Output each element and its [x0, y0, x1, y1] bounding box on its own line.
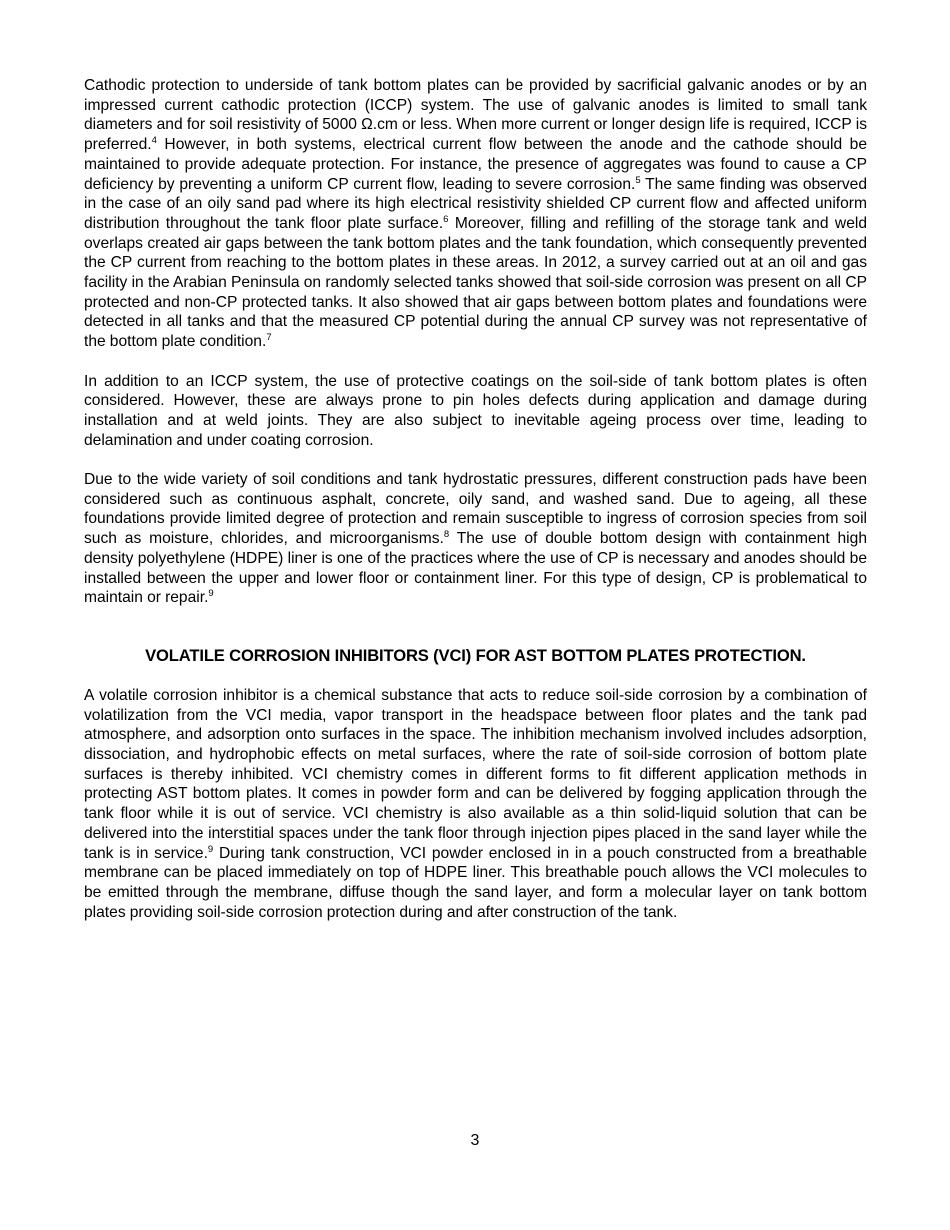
footnote-ref: 8	[443, 529, 450, 541]
footnote-ref: 4	[151, 135, 157, 147]
footnote-ref: 6	[443, 213, 449, 225]
paragraph-protective-coatings	[84, 372, 867, 451]
text-run: A volatile corrosion inhibitor is a chemical substance that acts to reduce soil-side corrosion by a combination of volatilization from the VCI media, vapor transport in the headspace between floor plates and the tank pad atmosphere, and adsorption onto surfaces in the space. The inhibition mechanism involved includes adsorption, dissociation, and hydrophobic effects on metal surfaces, where the rate of soil-side corrosion of bottom plate surfaces is thereby inhibited. VCI chemistry comes in different forms to fit different application methods in protecting AST bottom plates. It comes in powder form and can be delivered by fogging application through the tank floor while it is out of service. VCI chemistry is also available as a thin solid-liquid solution that can be delivered into the interstitial spaces under the tank floor through injection pipes placed in the sand layer while the tank is in service.	[84, 686, 867, 862]
paragraph-cathodic-protection	[84, 76, 867, 352]
footnote-ref: 9	[208, 588, 214, 600]
footnote-ref: 9	[207, 843, 214, 855]
text-run: The use of double bottom design with containment high density polyethylene (HDPE) liner is one of the practices where the use of CP is necessary and anodes should be installed between the upper and lower floor or containment liner. For this type of design, CP is problematical to maintain or repair.	[84, 530, 867, 607]
page-number: 3	[470, 1132, 480, 1149]
paragraph-soil-conditions	[84, 470, 867, 608]
text-run: Due to the wide variety of soil conditions and tank hydrostatic pressures, different construction pads have been considered such as continuous asphalt, concrete, oily sand, and washed sand. Due to ageing, all these foundations provide limited degree of protection and remain susceptible to ingress of corrosion species from soil such as moisture, chlorides, and microorganisms.	[84, 471, 867, 548]
footnote-ref: 7	[266, 332, 272, 344]
document-page	[84, 76, 867, 942]
text-run: In addition to an ICCP system, the use of protective coatings on the soil-side of tank bottom plates is often considered. However, these are always prone to pin holes defects during application and damage during installation and at weld joints. They are also subject to inevitable ageing process over time, leading to delamination and under coating corrosion.	[84, 372, 867, 449]
text-run: Cathodic protection to underside of tank bottom plates can be provided by sacrificial galvanic anodes or by an impressed current cathodic protection (ICCP) system. The use of galvanic anodes is limited to small tank diameters and for soil resistivity of 5000 Ω.cm or less. When more current or longer design life is required, ICCP is preferred.	[84, 77, 867, 154]
text-run: However, in both systems, electrical current flow between the anode and the cathode should be maintained to provide adequate protection. For instance, the presence of aggregates was found to cause a CP deficiency by preventing a uniform CP current flow, leading to severe corrosion.	[84, 136, 867, 193]
text-run: During tank construction, VCI powder enclosed in in a pouch constructed from a breathable membrane can be placed immediately on top of HDPE liner. This breathable pouch allows the VCI molecules to be emitted through the membrane, diffuse though the sand layer, and form a molecular layer on tank bottom plates providing soil-side corrosion protection during and after construction of the tank.	[84, 844, 867, 921]
footnote-ref: 5	[635, 174, 641, 186]
text-run: The same finding was observed in the case of an oily sand pad where its high electrical resistivity shielded CP current flow and affected uniform distribution throughout the tank floor plate surface.	[84, 175, 867, 232]
paragraph-vci-definition	[84, 686, 867, 922]
section-heading: VOLATILE CORROSION INHIBITORS (VCI) FOR AST BOTTOM PLATES PROTECTION.	[145, 645, 806, 665]
text-run: Moreover, filling and refilling of the storage tank and weld overlaps created air gaps between the tank bottom plates and the tank foundation, which consequently prevented the CP current from reaching to the bottom plates in these areas. In 2012, a survey carried out at an oil and gas facility in the Arabian Peninsula on randomly selected tanks showed that soil-side corrosion was present on all CP protected and non-CP protected tanks. It also showed that air gaps between bottom plates and foundations were detected in all tanks and that the measured CP potential during the annual CP survey was not representative of the bottom plate condition.	[84, 214, 867, 351]
